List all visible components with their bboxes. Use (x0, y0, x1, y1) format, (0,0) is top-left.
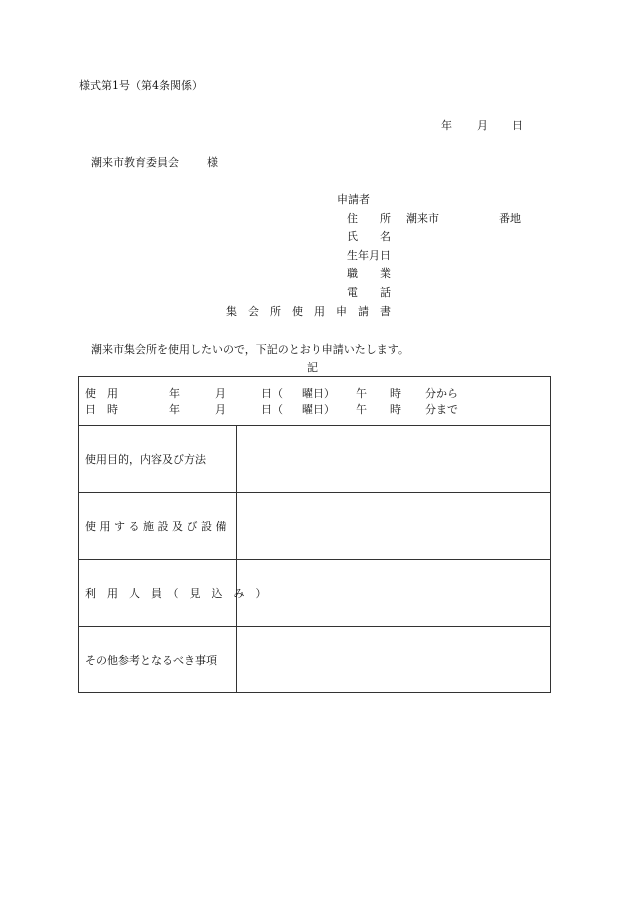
form-number: 様式第1号（第4条関係） (79, 79, 203, 92)
date-day: 日 (512, 119, 523, 132)
date-month: 月 (477, 119, 488, 132)
date-year: 年 (441, 119, 452, 132)
ki-label: 記 (307, 361, 318, 374)
end-day: 日（ (261, 403, 283, 416)
end-year: 年 (169, 403, 180, 416)
applicant-heading: 申請者 (337, 193, 370, 206)
birthdate-label: 生年月日 (347, 249, 391, 262)
end-weekday: 曜日） (302, 403, 335, 416)
name-label: 氏 名 (347, 230, 391, 243)
datetime-label-1: 使 用 (85, 387, 118, 400)
document-title: 集 会 所 使 用 申 請 書 (226, 305, 391, 318)
other-label: その他参考となるべき事項 (85, 654, 217, 667)
row-divider (79, 492, 550, 493)
addressee-honorific: 様 (207, 156, 218, 169)
end-hour: 時 (390, 403, 401, 416)
people-label: 利 用 人 員 （ 見 込 み ） (85, 587, 267, 600)
column-divider (236, 425, 237, 693)
start-hour: 時 (390, 387, 401, 400)
application-table (78, 376, 551, 693)
datetime-label-2: 日 時 (85, 403, 118, 416)
start-weekday: 曜日） (302, 387, 335, 400)
address-city: 潮来市 (406, 212, 439, 225)
address-label: 住 所 (347, 212, 391, 225)
start-month: 月 (215, 387, 226, 400)
end-month: 月 (215, 403, 226, 416)
end-minute: 分まで (425, 403, 458, 416)
phone-label: 電 話 (347, 286, 391, 299)
row-divider (79, 559, 550, 560)
end-ampm: 午 (356, 403, 367, 416)
facility-label: 使 用 す る 施 設 及 び 設 備 (85, 520, 227, 533)
start-minute: 分から (425, 387, 458, 400)
occupation-label: 職 業 (347, 267, 391, 280)
row-divider (79, 626, 550, 627)
start-ampm: 午 (356, 387, 367, 400)
start-year: 年 (169, 387, 180, 400)
start-day: 日（ (261, 387, 283, 400)
address-suffix: 番地 (499, 212, 521, 225)
intro-text: 潮来市集会所を使用したいので，下記のとおり申請いたします。 (91, 343, 409, 356)
addressee-name: 潮来市教育委員会 (91, 156, 179, 169)
purpose-label: 使用目的，内容及び方法 (85, 453, 206, 466)
row-divider (79, 425, 550, 426)
